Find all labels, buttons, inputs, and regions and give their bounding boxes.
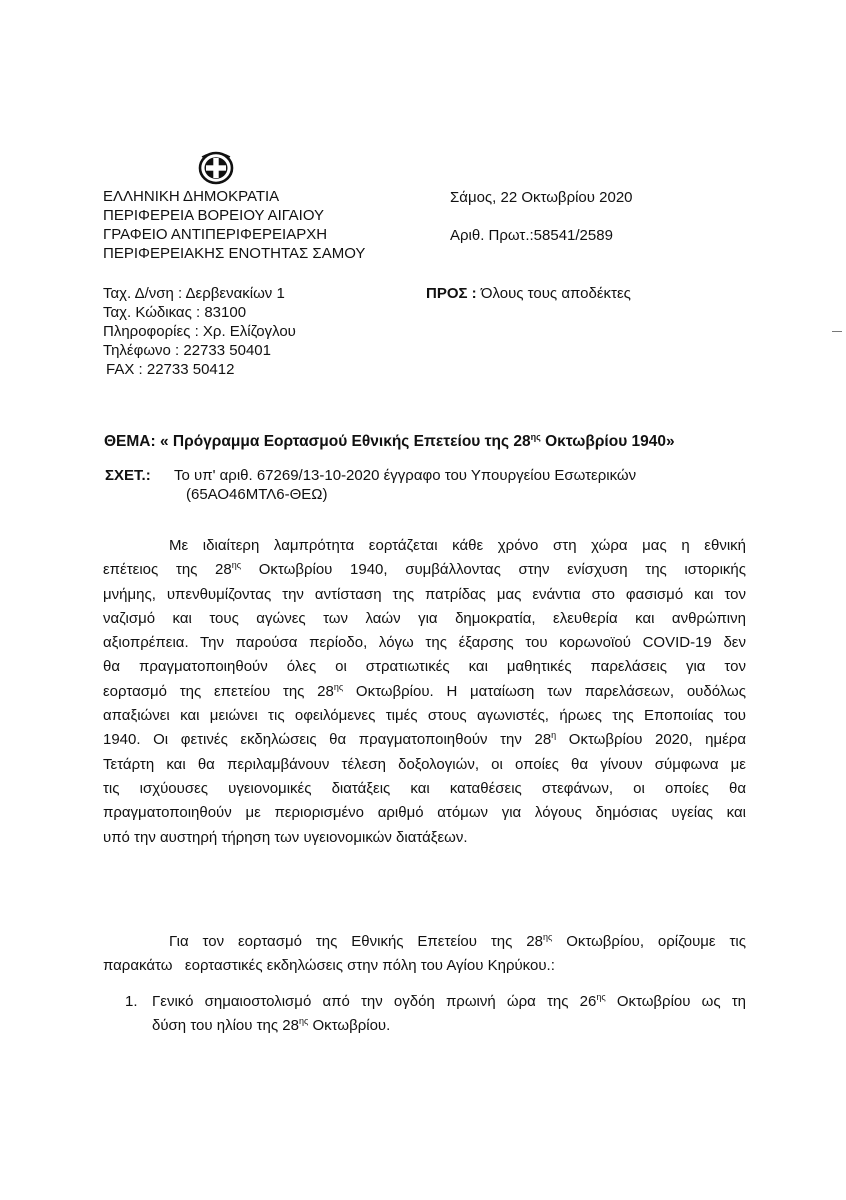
paragraph-line: ναζισμό και τους αγώνες των λαών για δημοκρατία, ελευθερία και ανθρώπινη — [103, 609, 746, 627]
paragraph-line: υπό την αυστηρή τήρηση των υγειονομικών διατάξεων. — [103, 828, 468, 846]
issuer-block — [103, 187, 365, 263]
contact-postal-code: Ταχ. Κώδικας : 83100 — [103, 304, 247, 321]
recipient-label: ΠΡΟΣ : — [426, 285, 477, 302]
paragraph-line: πραγματοποιηθούν με περιορισμένο αριθμό ατόμων για λόγους δημόσιας υγείας και — [103, 804, 746, 822]
issuer-line: ΠΕΡΙΦΕΡΕΙΑΚΗΣ ΕΝΟΤΗΤΑΣ ΣΑΜΟΥ — [103, 245, 366, 262]
subject-line — [104, 433, 675, 451]
ordinal-suffix: ης — [333, 681, 344, 692]
list-item: 1. Γενικό σημαιοστολισμό από την ογδόη πρωινή ώρα της $26^{\eta\varsigma}$ Οκτωβρίου ως τη — [103, 990, 746, 1014]
margin-mark — [832, 331, 842, 332]
contact-phone: Τηλέφωνο : 22733 50401 — [103, 342, 271, 359]
reference-code: (65ΑΟ46ΜΤΛ6-ΘΕΩ) — [186, 486, 328, 503]
paragraph-line: Τετάρτη και θα περιλαμβάνουν τέλεση δοξολογιών, οι οποίες θα γίνουν σύμφωνα με — [103, 755, 746, 773]
paragraph-line: εορτασμό της επετείου της $28^{\eta\varsigma}$ Οκτωβρίου. Η ματαίωση των παρελάσεων, ουδόλως — [103, 681, 746, 700]
paragraph-line: Για τον εορτασμό της Εθνικής Επετείου της $28^{\eta\varsigma}$ Οκτωβρίου, ορίζουμε τις — [169, 932, 746, 950]
paragraph-line: 1940. Οι φετινές εκδηλώσεις θα πραγματοποιηθούν την $28^\eta$ Οκτωβρίου 2020, ημέρα — [103, 730, 747, 749]
ordinal-suffix: ης — [298, 1016, 309, 1027]
subject-label: ΘΕΜΑ: — [104, 433, 156, 450]
contact-address: Ταχ. Δ/νση : Δερβενακίων 1 — [103, 285, 285, 302]
body-paragraph — [103, 534, 746, 850]
paragraph-line: θα πραγματοποιηθούν όλες οι στρατιωτικές και μαθητικές παρελάσεις για τον — [103, 658, 746, 676]
paragraph-line: τις ισχύουσες υγειονομικές διατάξεις και καταθέσεις στεφάνων, οι οποίες θα — [103, 779, 746, 797]
reference-label: ΣΧΕΤ.: — [105, 467, 151, 484]
paragraph-line: απαξιώνει και μειώνει τις οφειλόμενες τιμές στους αγωνιστές, ήρωες της Εποποιίας του — [103, 707, 746, 725]
paragraph-line: μνήμης, υπενθυμίζοντας την αντίσταση της πατρίδας μας ενάντια στο φασισμό και τον — [103, 585, 746, 603]
paragraph-line: αξιοπρέπεια. Την παρούσα περίοδο, λόγω της έξαρσης του κορωνοϊού COVID-19 δεν — [103, 634, 746, 652]
issuer-line: ΠΕΡΙΦΕΡΕΙΑ ΒΟΡΕΙΟΥ ΑΙΓΑΙΟΥ — [103, 207, 325, 224]
list-item-continuation: δύση του ηλίου της $28^{\eta\varsigma}$ Οκτωβρίου. — [152, 1016, 391, 1035]
reference-text: Το υπ' αριθ. 67269/13-10-2020 έγγραφο του Υπουργείου Εσωτερικών — [174, 467, 637, 484]
ordinal-suffix: ης — [530, 432, 541, 442]
paragraph-line: παρακάτω εορταστικές εκδηλώσεις στην πόλη του Αγίου Κηρύκου.: — [103, 957, 555, 975]
ordinal-suffix: ης — [542, 932, 553, 942]
ordinal-suffix: η — [551, 730, 557, 741]
body-paragraph — [103, 930, 746, 979]
contact-info: Πληροφορίες : Χρ. Ελίζογλου — [103, 323, 296, 340]
document-date: Σάμος, 22 Οκτωβρίου 2020 — [450, 189, 633, 206]
subject-text: Οκτωβρίου 1940» — [540, 433, 675, 450]
paragraph-line: επέτειος της $28^{\eta\varsigma}$ Οκτωβρίου 1940, συμβάλλοντας στην ενίσχυση της ιστορικής — [103, 560, 746, 579]
issuer-line: ΓΡΑΦΕΙΟ ΑΝΤΙΠΕΡΙΦΕΡΕΙΑΡΧΗ — [103, 226, 328, 243]
numbered-list — [103, 990, 746, 1039]
protocol-number: Αριθ. Πρωτ.:58541/2589 — [450, 227, 613, 244]
paragraph-line: Με ιδιαίτερη λαμπρότητα εορτάζεται κάθε χρόνο στη χώρα μας η εθνική — [169, 537, 746, 554]
ordinal-suffix: ης — [231, 560, 242, 571]
contact-fax: FAX : 22733 50412 — [106, 361, 235, 378]
subject-text: « Πρόγραμμα Εορτασμού Εθνικής Επετείου της 28 — [155, 433, 531, 450]
greek-coat-of-arms-emblem — [198, 151, 234, 185]
ordinal-suffix: ης — [596, 992, 606, 1002]
list-number: 1. — [125, 993, 138, 1010]
contact-block — [103, 284, 296, 379]
issuer-line: ΕΛΛΗΝΙΚΗ ΔΗΜΟΚΡΑΤΙΑ — [103, 188, 280, 205]
recipient-value: Όλους τους αποδέκτες — [476, 285, 631, 302]
recipient-line — [426, 284, 631, 303]
